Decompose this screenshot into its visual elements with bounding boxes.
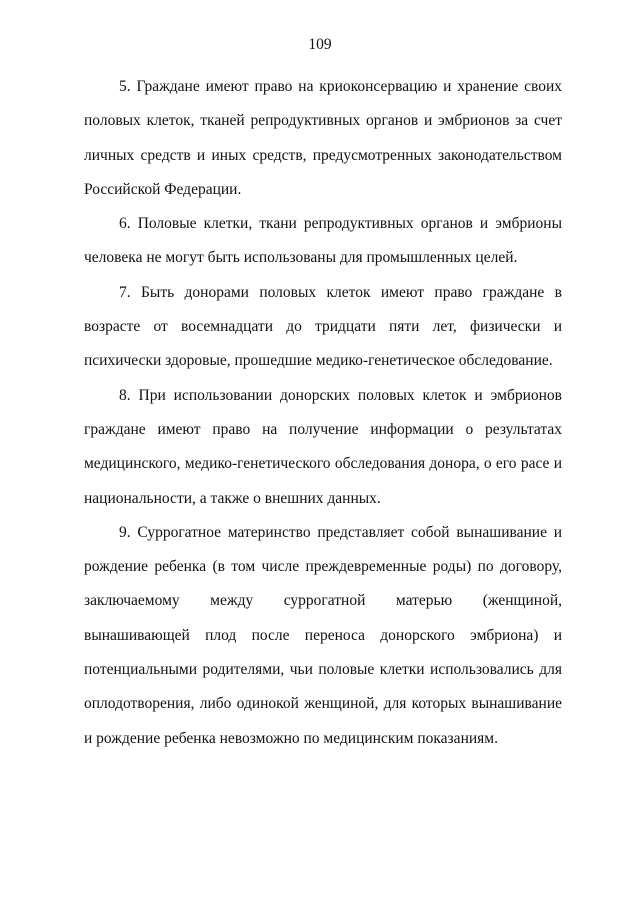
- paragraph-6: 6. Половые клетки, ткани репродуктивных органов и эмбрионы человека не могут быть использованы для промышленных целей.: [84, 215, 562, 267]
- paragraph-9: 9. Суррогатное материнство представляет собой вынашивание и рождение ребенка (в том числе преждевременные роды) по договору, заключаемому между суррогатной матерью (женщиной, вынашивающей плод после переноса донорского эмбриона) и потенциальными родителями, чьи половые клетки использовались для оплодотворения, либо одинокой женщиной, для которых вынашивание и рождение ребенка невозможно по медицинским показаниям.: [84, 523, 562, 747]
- paragraph-5: 5. Граждане имеют право на криоконсервацию и хранение своих половых клеток, тканей репродуктивных органов и эмбрионов за счет личных средств и иных средств, предусмотренных законодательством Российской Федерации.: [84, 78, 562, 198]
- paragraph-8: 8. При использовании донорских половых клеток и эмбрионов граждане имеют право на получение информации о результатах медицинского, медико-генетического обследования донора, о его расе и национальности, а также о внешних данных.: [84, 386, 562, 507]
- page-number: 109: [308, 36, 332, 53]
- paragraph-7: 7. Быть донорами половых клеток имеют право граждане в возрасте от восемнадцати до тридцати пяти лет, физически и психически здоровые, прошедшие медико-генетическое обследование.: [84, 283, 562, 370]
- document-body: [84, 70, 562, 756]
